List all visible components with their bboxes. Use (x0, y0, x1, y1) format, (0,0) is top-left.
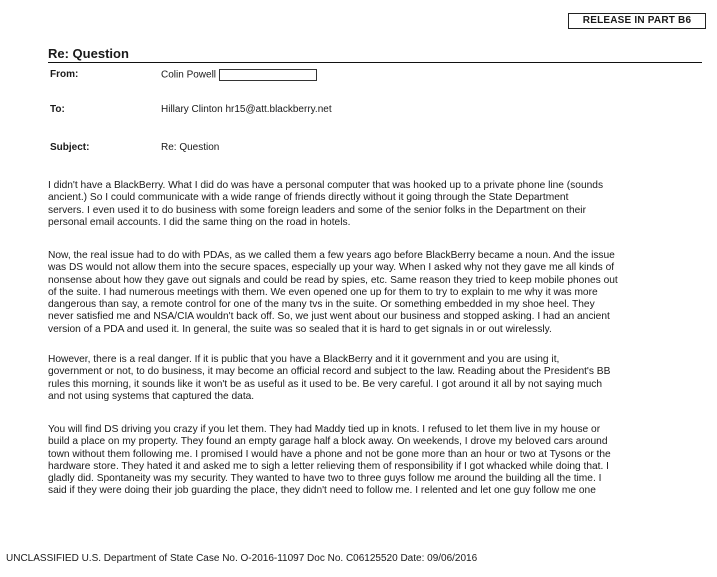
to-label: To: (50, 104, 65, 115)
body-line: said if they were doing their job guarding the place, they didn't need to follow me. I relented and let one guy follow me one (48, 485, 596, 497)
to-value: Hillary Clinton hr15@att.blackberry.net (161, 104, 332, 115)
body-line: never satisfied me and NSA/CIA wouldn't back off. So, we just went about our business and stopped asking. I had an ancient (48, 311, 610, 323)
title-divider (48, 62, 702, 63)
from-label: From: (50, 69, 79, 80)
subject-value: Re: Question (161, 142, 220, 153)
body-line: You will find DS driving you crazy if you let them. They had Maddy tied up in knots. I refused to let them live in my house or (48, 424, 601, 435)
page-title: Re: Question (48, 46, 129, 61)
body-line: servers. I even used it to do business with some foreign leaders and some of the senior folks in the Department on their (48, 204, 586, 216)
body-line: I didn't have a BlackBerry. What I did do was have a personal computer that was hooked up to a private phone line (sounds (48, 180, 604, 191)
release-stamp: RELEASE IN PART B6 (568, 13, 706, 29)
body-line: Now, the real issue had to do with PDAs, as we called them a few years ago before BlackBerry became a noun. And the issue (48, 250, 615, 261)
from-sender: Colin Powell (161, 69, 217, 81)
body-paragraph-1 (48, 180, 716, 229)
body-line: was DS would not allow them into the secure spaces, especially up your way. When I asked why not they gave me all kinds of (48, 262, 615, 274)
body-paragraph-2 (48, 250, 716, 336)
classification-footer: UNCLASSIFIED U.S. Department of State Case No. O-2016-11097 Doc No. C06125520 Date: 09/06/2016 (6, 553, 478, 564)
body-line: ancient.) So I could communicate with a wide range of friends directly without it going through the State Department (48, 192, 569, 204)
body-line: nonsense about how they gave out signals and could be read by spies, etc. Same reason they tried to keep mobile phones out (48, 274, 618, 286)
body-line: personal email accounts. I did the same thing on the road in hotels. (48, 216, 351, 228)
body-paragraph-4 (48, 424, 716, 498)
body-line: gladly did. Spontaneity was my security. They wanted to have two to three guys follow me around the building all the time. I (48, 473, 602, 485)
redaction-box (219, 69, 317, 81)
body-paragraph-3 (48, 354, 716, 403)
body-line: build a place on my property. They found an empty garage half a block away. On weekends, I drove my beloved cars around (48, 436, 608, 448)
body-line: government or not, to do business, it may become an official record and subject to the law. Reading about the President's BB (48, 366, 611, 378)
body-line: of the suite. I had numerous meetings with them. We even opened one up for them to try to explain to me why it was more (48, 286, 598, 298)
body-line: town without them following me. I promised I would have a phone and not be gone more than an hour or two at Tysons or the (48, 448, 611, 460)
body-line: rules this morning, it sounds like it won't be as useful as it used to be. Be very careful. I got around it all by not saying much (48, 378, 603, 390)
body-line: version of a PDA and used it. In general, the suite was so sealed that it is hard to get signals in or out wirelessly. (48, 323, 552, 335)
from-value (161, 69, 317, 81)
subject-label: Subject: (50, 142, 90, 153)
body-line: hardware store. They hated it and asked me to sigh a letter relieving them of responsibility if I got whacked while doing that. I (48, 460, 609, 472)
body-line: and not using systems that captured the data. (48, 390, 255, 402)
body-line: However, there is a real danger. If it is public that you have a BlackBerry and it it government and you are using it, (48, 354, 560, 365)
body-line: dangerous than say, a remote control for one of the many tvs in the suite. Or something embedded in my shoe heel. They (48, 299, 595, 311)
